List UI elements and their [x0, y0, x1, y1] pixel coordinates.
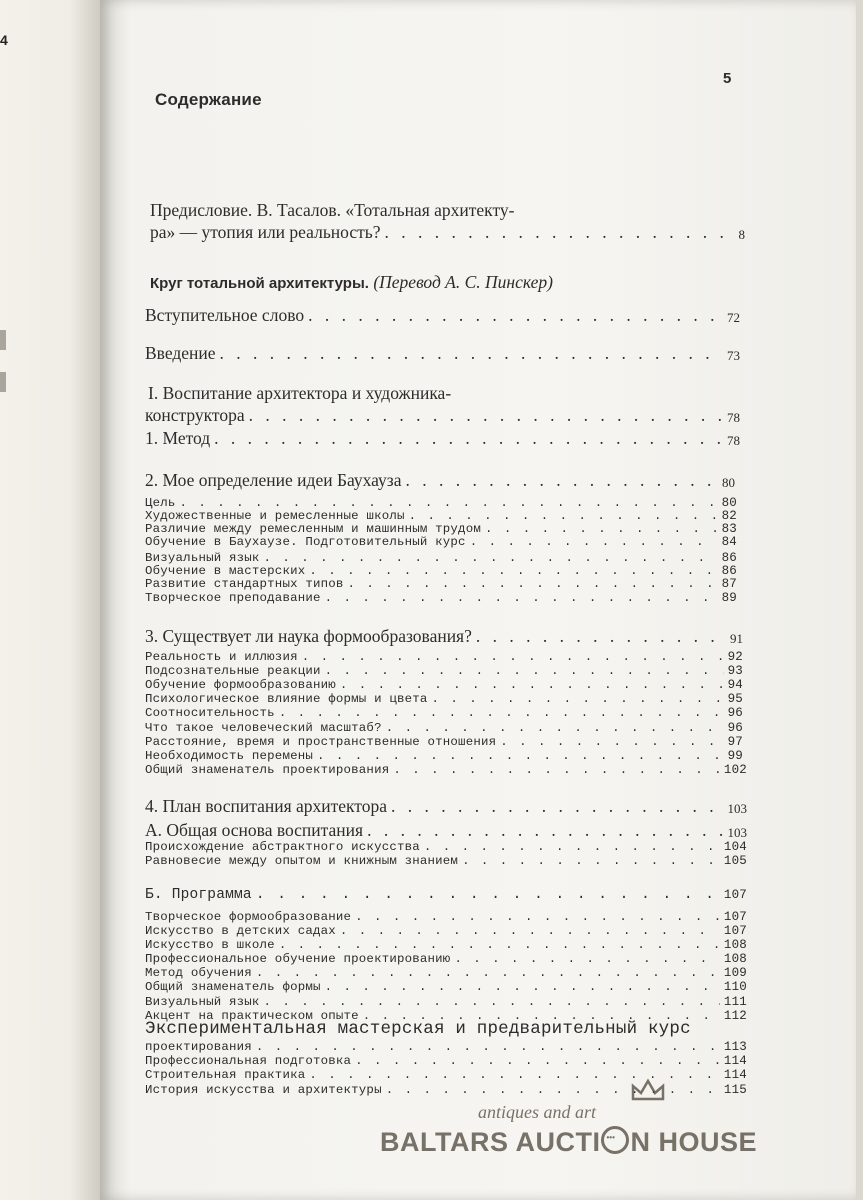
toc-entry-title: 3. Существует ли наука формообразования?: [145, 626, 472, 646]
toc-entry-ch2-teaching[interactable]: [145, 591, 737, 605]
toc-entry-title: Реальность и иллюзия: [145, 650, 298, 664]
toc-entry-ch4b-denominator[interactable]: [145, 980, 747, 994]
leader-dots: [386, 721, 724, 735]
toc-entry-ch4[interactable]: [145, 796, 747, 817]
toc-entry-title: Искусство в школе: [145, 938, 275, 952]
leader-dots: [302, 650, 724, 664]
toc-entry-page: 78: [727, 410, 740, 425]
left-page-number: 4: [0, 32, 8, 48]
toc-entry-page: 92: [727, 650, 743, 664]
toc-entry-ch2-visual[interactable]: [145, 551, 737, 565]
book-title: Круг тотальной архитектуры.: [150, 275, 369, 292]
toc-entry-title: Обучение в мастерских: [145, 564, 306, 578]
toc-entry-title: Профессиональное обучение проектированию: [145, 952, 451, 966]
toc-entry-ch4b-prof-training[interactable]: [145, 1054, 747, 1068]
watermark-name: BALTARS AUCTI••• N HOUSE: [380, 1126, 757, 1158]
toc-entry-title: Визуальный язык: [145, 995, 260, 1009]
toc-entry-title: История искусства и архитектуры: [145, 1083, 382, 1097]
leader-dots: [424, 840, 720, 854]
leader-dots: [470, 535, 718, 549]
toc-entry-title: Общий знаменатель проектирования: [145, 763, 390, 777]
leader-dots: [485, 522, 718, 536]
toc-entry-page: 114: [723, 1054, 747, 1068]
toc-entry-ch4b-method[interactable]: [145, 966, 747, 980]
toc-entry-introduction[interactable]: [145, 343, 740, 364]
toc-entry-ch2-labor[interactable]: [145, 522, 737, 536]
toc-entry-title: Равновесие между опытом и книжным знанием: [145, 854, 459, 868]
toc-entry-title: Психологическое влияние формы и цвета: [145, 692, 428, 706]
leader-dots: [264, 551, 718, 565]
toc-entry-ch2-schools[interactable]: [145, 509, 737, 523]
leader-dots: [264, 995, 720, 1009]
toc-entry-title: Метод обучения: [145, 966, 252, 980]
toc-entry-title: Введение: [145, 343, 216, 363]
leader-dots: [340, 924, 720, 938]
toc-entry-ch4b-school[interactable]: [145, 938, 747, 952]
leader-dots: [308, 305, 723, 326]
toc-entry-ch4b-design[interactable]: [145, 1040, 747, 1054]
toc-entry-ch4b[interactable]: [145, 888, 747, 902]
leader-dots: [367, 820, 723, 841]
toc-entry-ch3-reality[interactable]: [145, 650, 743, 664]
toc-entry-page: 8: [738, 227, 745, 242]
ch4b-experimental-line-1: Экспериментальная мастерская и предварительный курс: [145, 1019, 691, 1039]
toc-entry-title: конструктора: [145, 405, 245, 425]
toc-entry-ch2-course[interactable]: [145, 535, 737, 549]
toc-entry-page: 108: [723, 952, 747, 966]
left-page: [0, 0, 100, 1200]
book-translator: (Перевод А. С. Пинскер): [373, 272, 553, 292]
toc-entry-ch2-goal[interactable]: [145, 496, 737, 510]
toc-entry-title: 1. Метод: [145, 428, 211, 448]
toc-entry-title: Строительная практика: [145, 1068, 306, 1082]
toc-entry-page: 94: [727, 678, 743, 692]
toc-entry-title: Б. Программа: [145, 888, 252, 902]
leader-dots: [317, 749, 724, 763]
leader-dots: [385, 222, 735, 243]
leader-dots: [325, 980, 720, 994]
toc-entry-ch3-scale[interactable]: [145, 721, 743, 735]
toc-entry-page: 107: [723, 910, 747, 924]
toc-entry-title: Происхождение абстрактного искусства: [145, 840, 420, 854]
toc-entry-title: 2. Мое определение идеи Баухауза: [145, 470, 402, 490]
toc-entry-ch3-form-training[interactable]: [145, 678, 743, 692]
leader-dots: [500, 735, 723, 749]
leader-dots: [214, 428, 723, 449]
toc-entry-page: 115: [723, 1083, 747, 1097]
preface-line-1: Предисловие. В. Тасалов. «Тотальная архитекту-: [150, 200, 515, 220]
toc-entry-title: Развитие стандартных типов: [145, 577, 344, 591]
toc-entry-page: 103: [727, 801, 747, 816]
leader-dots: [279, 938, 720, 952]
toc-entry-title: ра» — утопия или реальность?: [150, 222, 381, 242]
toc-entry-title: Профессиональная подготовка: [145, 1054, 352, 1068]
toc-entry-page: 111: [723, 995, 747, 1009]
toc-entry-ch4a-balance[interactable]: [145, 854, 747, 868]
toc-entry-ch2[interactable]: [145, 470, 735, 491]
leader-dots: [348, 577, 718, 591]
leader-dots: [409, 509, 718, 523]
toc-entry-page: 96: [727, 706, 743, 720]
leader-dots: [256, 966, 720, 980]
toc-entry-ch2-workshops[interactable]: [145, 564, 737, 578]
book-title-line: [150, 272, 553, 293]
leader-dots: [476, 626, 726, 647]
leader-dots: [256, 888, 720, 902]
toc-entry-page: 72: [727, 310, 740, 325]
toc-entry-page: 107: [723, 924, 747, 938]
page-edge-mark: [0, 330, 6, 350]
toc-entry-page: 80: [721, 496, 737, 510]
leader-dots: [325, 591, 718, 605]
leader-dots: [432, 692, 724, 706]
leader-dots: [405, 470, 718, 491]
toc-entry-ch3-change[interactable]: [145, 749, 743, 763]
toc-entry-ch4b-visual[interactable]: [145, 995, 747, 1009]
toc-entry-ch3-space[interactable]: [145, 735, 743, 749]
toc-entry-ch3-relativity[interactable]: [145, 706, 743, 720]
toc-entry-page: 110: [723, 980, 747, 994]
leader-dots: [249, 405, 723, 426]
toc-entry-ch1-method[interactable]: [145, 428, 740, 449]
toc-entry-ch4b-creative[interactable]: [145, 910, 747, 924]
toc-entry-page: 86: [721, 564, 737, 578]
toc-entry-title: Цель: [145, 496, 176, 510]
toc-entry-title: Расстояние, время и пространственные отношения: [145, 735, 497, 749]
toc-entry-title: Визуальный язык: [145, 551, 260, 565]
toc-entry-ch4a-abstract[interactable]: [145, 840, 747, 854]
toc-entry-ch4b-kindergarten[interactable]: [145, 924, 747, 938]
toc-entry-page: 104: [723, 840, 747, 854]
toc-entry-page: 83: [721, 522, 737, 536]
toc-entry-page: 96: [727, 721, 743, 735]
leader-dots: [355, 1054, 720, 1068]
toc-entry-title: 4. План воспитания архитектора: [145, 796, 387, 816]
toc-entry-ch3[interactable]: [145, 626, 743, 647]
leader-dots: [279, 706, 724, 720]
toc-entry-title: Что такое человеческий масштаб?: [145, 721, 382, 735]
toc-entry-page: 84: [721, 535, 737, 549]
toc-entry-page: 108: [723, 938, 747, 952]
toc-entry-page: 109: [723, 966, 747, 980]
page-edge-mark: [0, 372, 6, 392]
toc-entry-title: проектирования: [145, 1040, 252, 1054]
toc-entry-title: Соотносительность: [145, 706, 275, 720]
toc-entry-title: Акцент на практическом опыте: [145, 1009, 359, 1023]
toc-entry-title: Вступительное слово: [145, 305, 305, 325]
watermark-subtitle: antiques and art: [478, 1102, 597, 1122]
toc-entry-page: 82: [721, 509, 737, 523]
toc-entry-intro-word[interactable]: [145, 305, 740, 326]
toc-entry-title: Художественные и ремесленные школы: [145, 509, 405, 523]
leader-dots: [220, 343, 723, 364]
toc-entry-page: 112: [723, 1009, 747, 1023]
crown-o-icon: [601, 1126, 629, 1154]
toc-entry-title: Обучение формообразованию: [145, 678, 336, 692]
toc-entry-preface[interactable]: [150, 222, 745, 243]
toc-entry-page: 107: [723, 888, 747, 902]
toc-entry-ch1-cont[interactable]: [145, 405, 740, 426]
leader-dots: [340, 678, 724, 692]
toc-entry-page: 105: [723, 854, 747, 868]
leader-dots: [256, 1040, 720, 1054]
leader-dots: [325, 664, 724, 678]
chapter-1-line-1: I. Воспитание архитектора и художника-: [148, 383, 452, 403]
toc-entry-page: 80: [722, 475, 735, 490]
toc-entry-title: Общий знаменатель формы: [145, 980, 321, 994]
toc-entry-page: 87: [721, 577, 737, 591]
toc-entry-page: 99: [727, 749, 743, 763]
leader-dots: [180, 496, 718, 510]
leader-dots: [391, 796, 724, 817]
toc-entry-ch4a[interactable]: [145, 820, 747, 841]
toc-entry-ch2-types[interactable]: [145, 577, 737, 591]
toc-entry-ch3-psych[interactable]: [145, 692, 743, 706]
toc-entry-page: 102: [723, 763, 747, 777]
toc-entry-page: 78: [727, 433, 740, 448]
leader-dots: [309, 564, 717, 578]
toc-entry-page: 95: [727, 692, 743, 706]
toc-entry-ch3-subconscious[interactable]: [145, 664, 743, 678]
toc-entry-title: Творческое преподавание: [145, 591, 321, 605]
toc-heading: Содержание: [155, 90, 262, 109]
toc-entry-ch3-denominator[interactable]: [145, 763, 747, 777]
toc-entry-page: 91: [730, 631, 743, 646]
toc-entry-title: Творческое формообразование: [145, 910, 352, 924]
leader-dots: [393, 763, 720, 777]
toc-entry-page: 73: [727, 348, 740, 363]
toc-entry-page: 113: [723, 1040, 747, 1054]
leader-dots: [462, 854, 720, 868]
crown-icon: [630, 1078, 666, 1102]
page-number: 5: [723, 70, 732, 87]
toc-entry-page: 86: [721, 551, 737, 565]
toc-entry-title: Различие между ремесленным и машинным трудом: [145, 522, 481, 536]
toc-entry-title: Обучение в Баухаузе. Подготовительный курс: [145, 535, 466, 549]
toc-entry-page: 93: [727, 664, 743, 678]
toc-entry-title: Необходимость перемены: [145, 749, 313, 763]
watermark: [380, 1100, 800, 1160]
page-edge: [856, 0, 863, 1200]
toc-entry-ch4b-professional[interactable]: [145, 952, 747, 966]
leader-dots: [386, 1083, 720, 1097]
leader-dots: [454, 952, 719, 966]
toc-entry-page: 89: [721, 591, 737, 605]
toc-entry-page: 103: [727, 825, 747, 840]
leader-dots: [355, 910, 720, 924]
toc-entry-title: Искусство в детских садах: [145, 924, 336, 938]
toc-entry-page: 97: [727, 735, 743, 749]
toc-entry-title: Подсознательные реакции: [145, 664, 321, 678]
toc-entry-page: 114: [723, 1068, 747, 1082]
toc-entry-title: А. Общая основа воспитания: [145, 820, 364, 840]
